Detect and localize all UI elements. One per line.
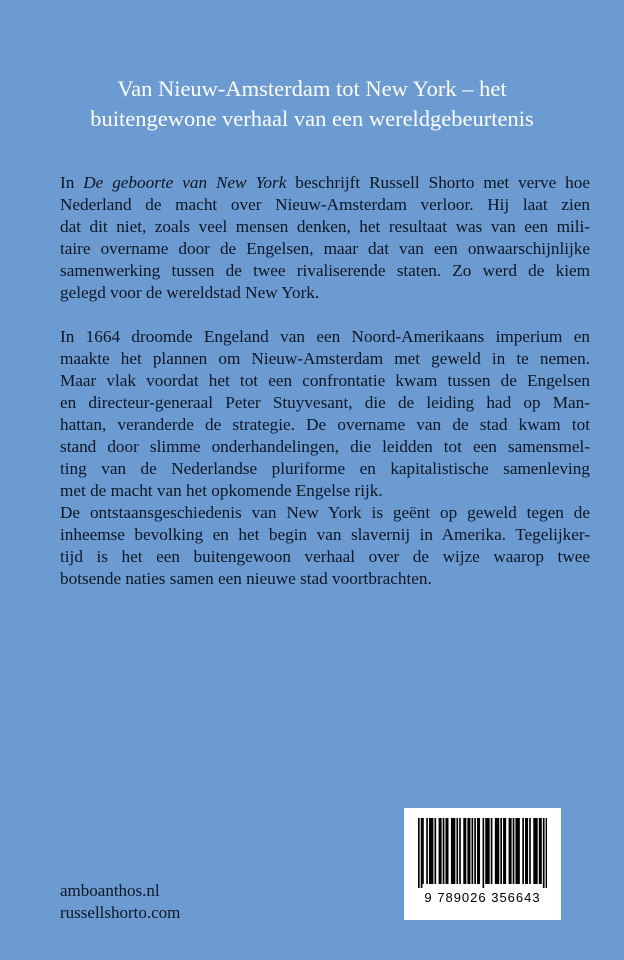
barcode-bar xyxy=(500,818,502,884)
paragraph-1-line-2: Nederland de macht over Nieuw-Amsterdam verloor. Hij laat zien xyxy=(60,195,590,214)
paragraph-1-line-6: gelegd voor de wereldstad New York. xyxy=(60,283,320,302)
headline-line-2: buitengewone verhaal van een wereldgebeurtenis xyxy=(90,106,534,131)
paragraph-2-line-2: maakte het plannen om Nieuw-Amsterdam met geweld in te nemen. xyxy=(60,349,590,368)
barcode-bar xyxy=(434,818,436,884)
paragraph-3 xyxy=(60,502,590,590)
paragraph-2-line-5: hattan, veranderde de strategie. De overname van de stad kwam tot xyxy=(60,415,590,434)
headline-line-1: Van Nieuw-Amsterdam tot New York – het xyxy=(117,76,507,101)
paragraph-1-line-3: dat dit niet, zoals veel mensen denken, het resultaat was van een mili- xyxy=(60,217,590,236)
paragraph-3-line-2: inheemse bevolking en het begin van slavernij in Amerika. Tegelijker- xyxy=(60,525,590,544)
paragraph-2-line-4: en directeur-generaal Peter Stuyvesant, die de leiding had op Man- xyxy=(60,393,590,412)
paragraph-2 xyxy=(60,326,590,502)
barcode-bar xyxy=(518,818,520,884)
barcode-bar xyxy=(536,818,538,884)
barcode-bar xyxy=(426,818,428,884)
paragraph-2-line-8: met de macht van het opkomende Engelse rijk. xyxy=(60,481,383,500)
barcode-bar xyxy=(472,818,474,884)
headline xyxy=(30,74,594,134)
barcode-bar xyxy=(498,818,500,884)
barcode-bar xyxy=(543,818,545,888)
barcode-bar xyxy=(440,818,442,884)
barcode-bar xyxy=(510,818,512,884)
paragraph-1-line-1-rest: beschrijft Russell Shorto met verve hoe xyxy=(286,173,590,192)
paragraph-1 xyxy=(60,172,590,304)
paragraph-3-line-4: botsende naties samen een nieuwe stad voortbrachten. xyxy=(60,569,432,588)
barcode-bar xyxy=(526,818,528,884)
paragraph-1-line-1 xyxy=(60,172,590,194)
paragraph-2-line-6: stand door slimme onderhandelingen, die leidden tot een samensmel- xyxy=(60,437,590,456)
barcode-bar xyxy=(454,818,456,884)
paragraph-1-line-4: taire overname door de Engelsen, maar dat van een onwaarschijnlijke xyxy=(60,239,590,258)
barcode-bar xyxy=(522,818,524,884)
barcode-bars xyxy=(418,818,547,888)
paragraph-3-line-1: De ontstaansgeschiedenis van New York is geënt op geweld tegen de xyxy=(60,503,590,522)
publisher-website[interactable]: amboanthos.nl xyxy=(60,881,160,900)
barcode-bar xyxy=(546,818,547,888)
paragraph-1-line-5: samenwerking tussen de twee rivaliserende staten. Zo werd de kiem xyxy=(60,261,590,280)
paragraph-1-prefix: In xyxy=(60,173,84,192)
paragraph-2-line-1: In 1664 droomde Engeland van een Noord-Amerikaans imperium en xyxy=(60,327,590,346)
barcode-bar xyxy=(456,818,458,884)
barcode-bar xyxy=(469,818,471,884)
paragraph-3-line-3: tijd is het een buitengewoon verhaal over de wijze waarop twee xyxy=(60,547,590,566)
author-website[interactable]: russellshorto.com xyxy=(60,903,181,922)
barcode-bar xyxy=(474,818,476,884)
blurb xyxy=(60,172,590,590)
barcode-bar xyxy=(529,818,531,884)
barcode-bar xyxy=(540,818,542,884)
isbn-barcode xyxy=(404,808,561,920)
barcode-bar xyxy=(483,818,485,888)
paragraph-2-line-7: ting van de Nederlandse pluriforme en kapitalistische samenleving xyxy=(60,459,590,478)
barcode-bar xyxy=(443,818,445,884)
book-title: De geboorte van New York xyxy=(83,173,287,192)
isbn-number: 9 789026 356643 xyxy=(424,890,541,905)
barcode-bar xyxy=(447,818,449,884)
barcode-bar xyxy=(513,818,515,884)
barcode-bar xyxy=(459,818,461,884)
barcode-bar xyxy=(465,818,467,884)
footer-links xyxy=(60,880,180,924)
paragraph-2-line-3: Maar vlak voordat het tot een confrontatie kwam tussen de Engelsen xyxy=(60,371,590,390)
barcode-bar xyxy=(504,818,506,884)
barcode-bar xyxy=(491,818,493,884)
barcode-bar xyxy=(432,818,434,884)
barcode-bar xyxy=(488,818,490,884)
barcode-bar xyxy=(422,818,424,884)
barcode-bar xyxy=(418,818,420,888)
barcode-bar xyxy=(478,818,480,884)
